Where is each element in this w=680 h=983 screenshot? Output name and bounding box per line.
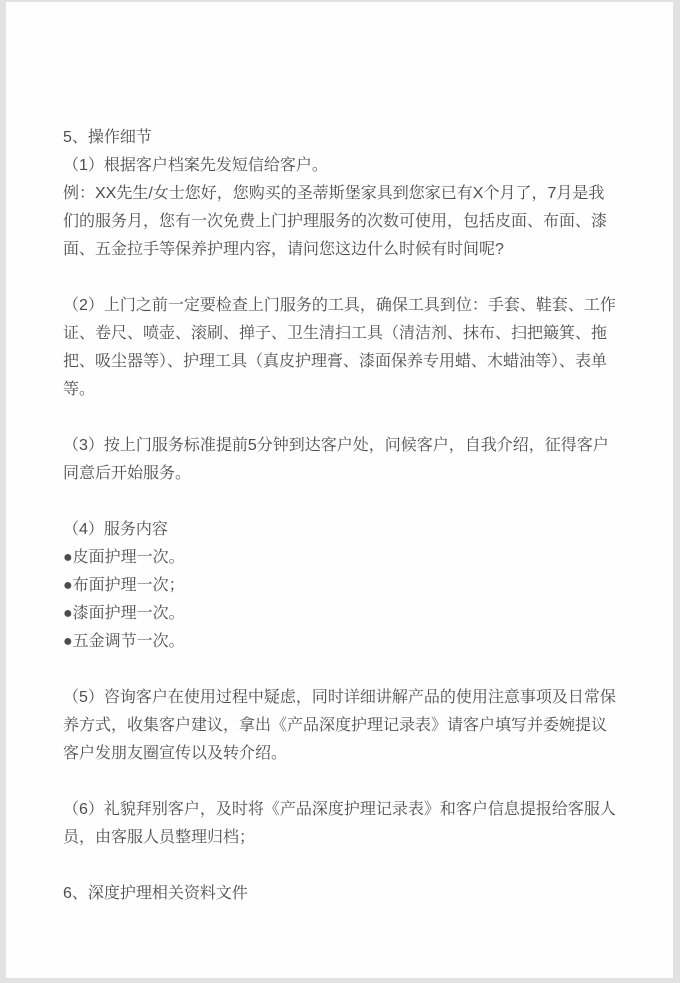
item-5-text: （5）咨询客户在使用过程中疑虑，同时详细讲解产品的使用注意事项及日常保养方式，收集客户建议，拿出《产品深度护理记录表》请客户填写并委婉提议客户发朋友圈宣传以及转介绍。	[63, 689, 616, 762]
item-1-text: （1）根据客户档案先发短信给客户。	[63, 157, 328, 174]
item-4-title: （4）服务内容	[63, 521, 168, 538]
document-page	[6, 2, 673, 978]
bullet-item-leather: ●皮面护理一次。	[63, 549, 185, 566]
item-6-text: （6）礼貌拜别客户，及时将《产品深度护理记录表》和客户信息提报给客服人员，由客服人员整理归档；	[63, 801, 616, 846]
bullet-item-fabric: ●布面护理一次；	[63, 577, 185, 594]
section-6-heading: 6、深度护理相关资料文件	[63, 885, 248, 902]
bullet-item-hardware: ●五金调节一次。	[63, 633, 185, 650]
item-2-text: （2）上门之前一定要检查上门服务的工具，确保工具到位：手套、鞋套、工作证、卷尺、喷壶、滚刷、掸子、卫生清扫工具（清洁剂、抹布、扫把簸箕、拖把、吸尘器等）、护理工具（真皮护理膏、漆面保养专用蜡、木蜡油等）、表单等。	[63, 297, 616, 398]
bullet-item-paint: ●漆面护理一次。	[63, 605, 185, 622]
item-3-text: （3）按上门服务标准提前5分钟到达客户处，问候客户，自我介绍，征得客户同意后开始服务。	[63, 437, 609, 482]
document-body	[63, 124, 618, 908]
item-1-example-text: 例：XX先生/女士您好，您购买的圣蒂斯堡家具到您家已有X个月了，7月是我们的服务月，您有一次免费上门护理服务的次数可使用，包括皮面、布面、漆面、五金拉手等保养护理内容，请问您这边什么时候有时间呢?	[63, 185, 608, 258]
section-5-heading: 5、操作细节	[63, 129, 152, 146]
